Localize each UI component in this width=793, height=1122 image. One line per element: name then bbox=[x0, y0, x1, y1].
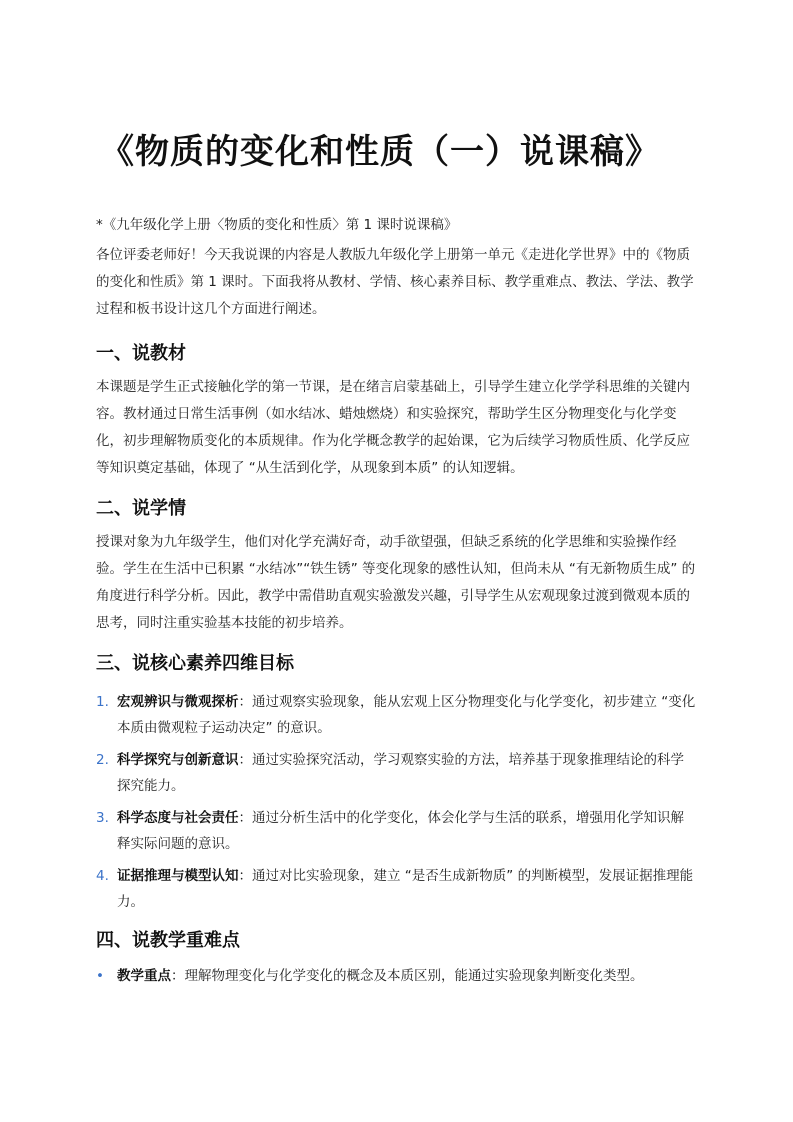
item-text: 通过实验探究活动，学习观察实验的方法，培养基于现象推理结论的科学探究能力。 bbox=[117, 752, 684, 794]
item-separator: ： bbox=[238, 694, 252, 710]
item-separator: ： bbox=[238, 868, 252, 884]
item-label: 科学态度与社会责任 bbox=[117, 810, 239, 826]
item-label: 证据推理与模型认知 bbox=[117, 868, 239, 884]
section-heading-students: 二、说学情 bbox=[96, 498, 186, 519]
item-text: 通过对比实验现象，建立 “是否生成新物质” 的判断模型，发展证据推理能力。 bbox=[117, 868, 694, 910]
item-text: 通过观察实验现象，能从宏观上区分物理变化与化学变化，初步建立 “变化本质由微观粒子运动决定” 的意识。 bbox=[117, 694, 696, 736]
item-separator: ： bbox=[171, 968, 185, 984]
list-item bbox=[96, 747, 696, 799]
item-label: 科学探究与创新意识 bbox=[117, 752, 239, 768]
section-heading-textbook: 一、说教材 bbox=[96, 343, 186, 364]
goals-list bbox=[96, 689, 696, 921]
item-label: 教学重点 bbox=[117, 968, 171, 984]
key-points-list bbox=[96, 963, 696, 995]
list-number: 3. bbox=[96, 810, 109, 826]
section-heading-goals: 三、说核心素养四维目标 bbox=[96, 653, 294, 674]
document-subtitle: *《九年级化学上册〈物质的变化和性质〉第 1 课时说课稿》 bbox=[96, 217, 458, 233]
intro-paragraph: 各位评委老师好！今天我说课的内容是人教版九年级化学上册第一单元《走进化学世界》中的《物质的变化和性质》第 1 课时。下面我将从教材、学情、核心素养目标、教学重难点、教法、学法、教学过程和板书设计这几个方面进行阐述。 bbox=[96, 247, 694, 317]
list-item bbox=[96, 963, 696, 989]
list-item bbox=[96, 863, 696, 915]
section-body-textbook: 本课题是学生正式接触化学的第一节课，是在绪言启蒙基础上，引导学生建立化学学科思维的关键内容。教材通过日常生活事例（如水结冰、蜡烛燃烧）和实验探究，帮助学生区分物理变化与化学变化，初步理解物质变化的本质规律。作为化学概念教学的起始课，它为后续学习物质性质、化学反应等知识奠定基础，体现了 “从生活到化学，从现象到本质” 的认知逻辑。 bbox=[96, 379, 690, 476]
item-separator: ： bbox=[238, 810, 252, 826]
list-item bbox=[96, 805, 696, 857]
item-label: 宏观辨识与微观探析 bbox=[117, 694, 239, 710]
item-text: 理解物理变化与化学变化的概念及本质区别，能通过实验现象判断变化类型。 bbox=[184, 968, 644, 984]
list-item bbox=[96, 689, 696, 741]
document-title: 《物质的变化和性质（一）说课稿》 bbox=[100, 132, 660, 172]
list-number: 2. bbox=[96, 752, 109, 768]
bullet-marker: • bbox=[96, 968, 104, 984]
item-separator: ： bbox=[238, 752, 252, 768]
item-text: 通过分析生活中的化学变化，体会化学与生活的联系，增强用化学知识解释实际问题的意识。 bbox=[117, 810, 684, 852]
section-body-students: 授课对象为九年级学生，他们对化学充满好奇，动手欲望强，但缺乏系统的化学思维和实验操作经验。学生在生活中已积累 “水结冰”“铁生锈” 等变化现象的感性认知，但尚未从 “有无新物质生成” 的角度进行科学分析。因此，教学中需借助直观实验激发兴趣，引导学生从宏观现象过渡到微观本质的思考，同时注重实验基本技能的初步培养。 bbox=[96, 534, 696, 631]
list-number: 1. bbox=[96, 694, 109, 710]
list-number: 4. bbox=[96, 868, 109, 884]
section-heading-key-points: 四、说教学重难点 bbox=[96, 930, 240, 951]
